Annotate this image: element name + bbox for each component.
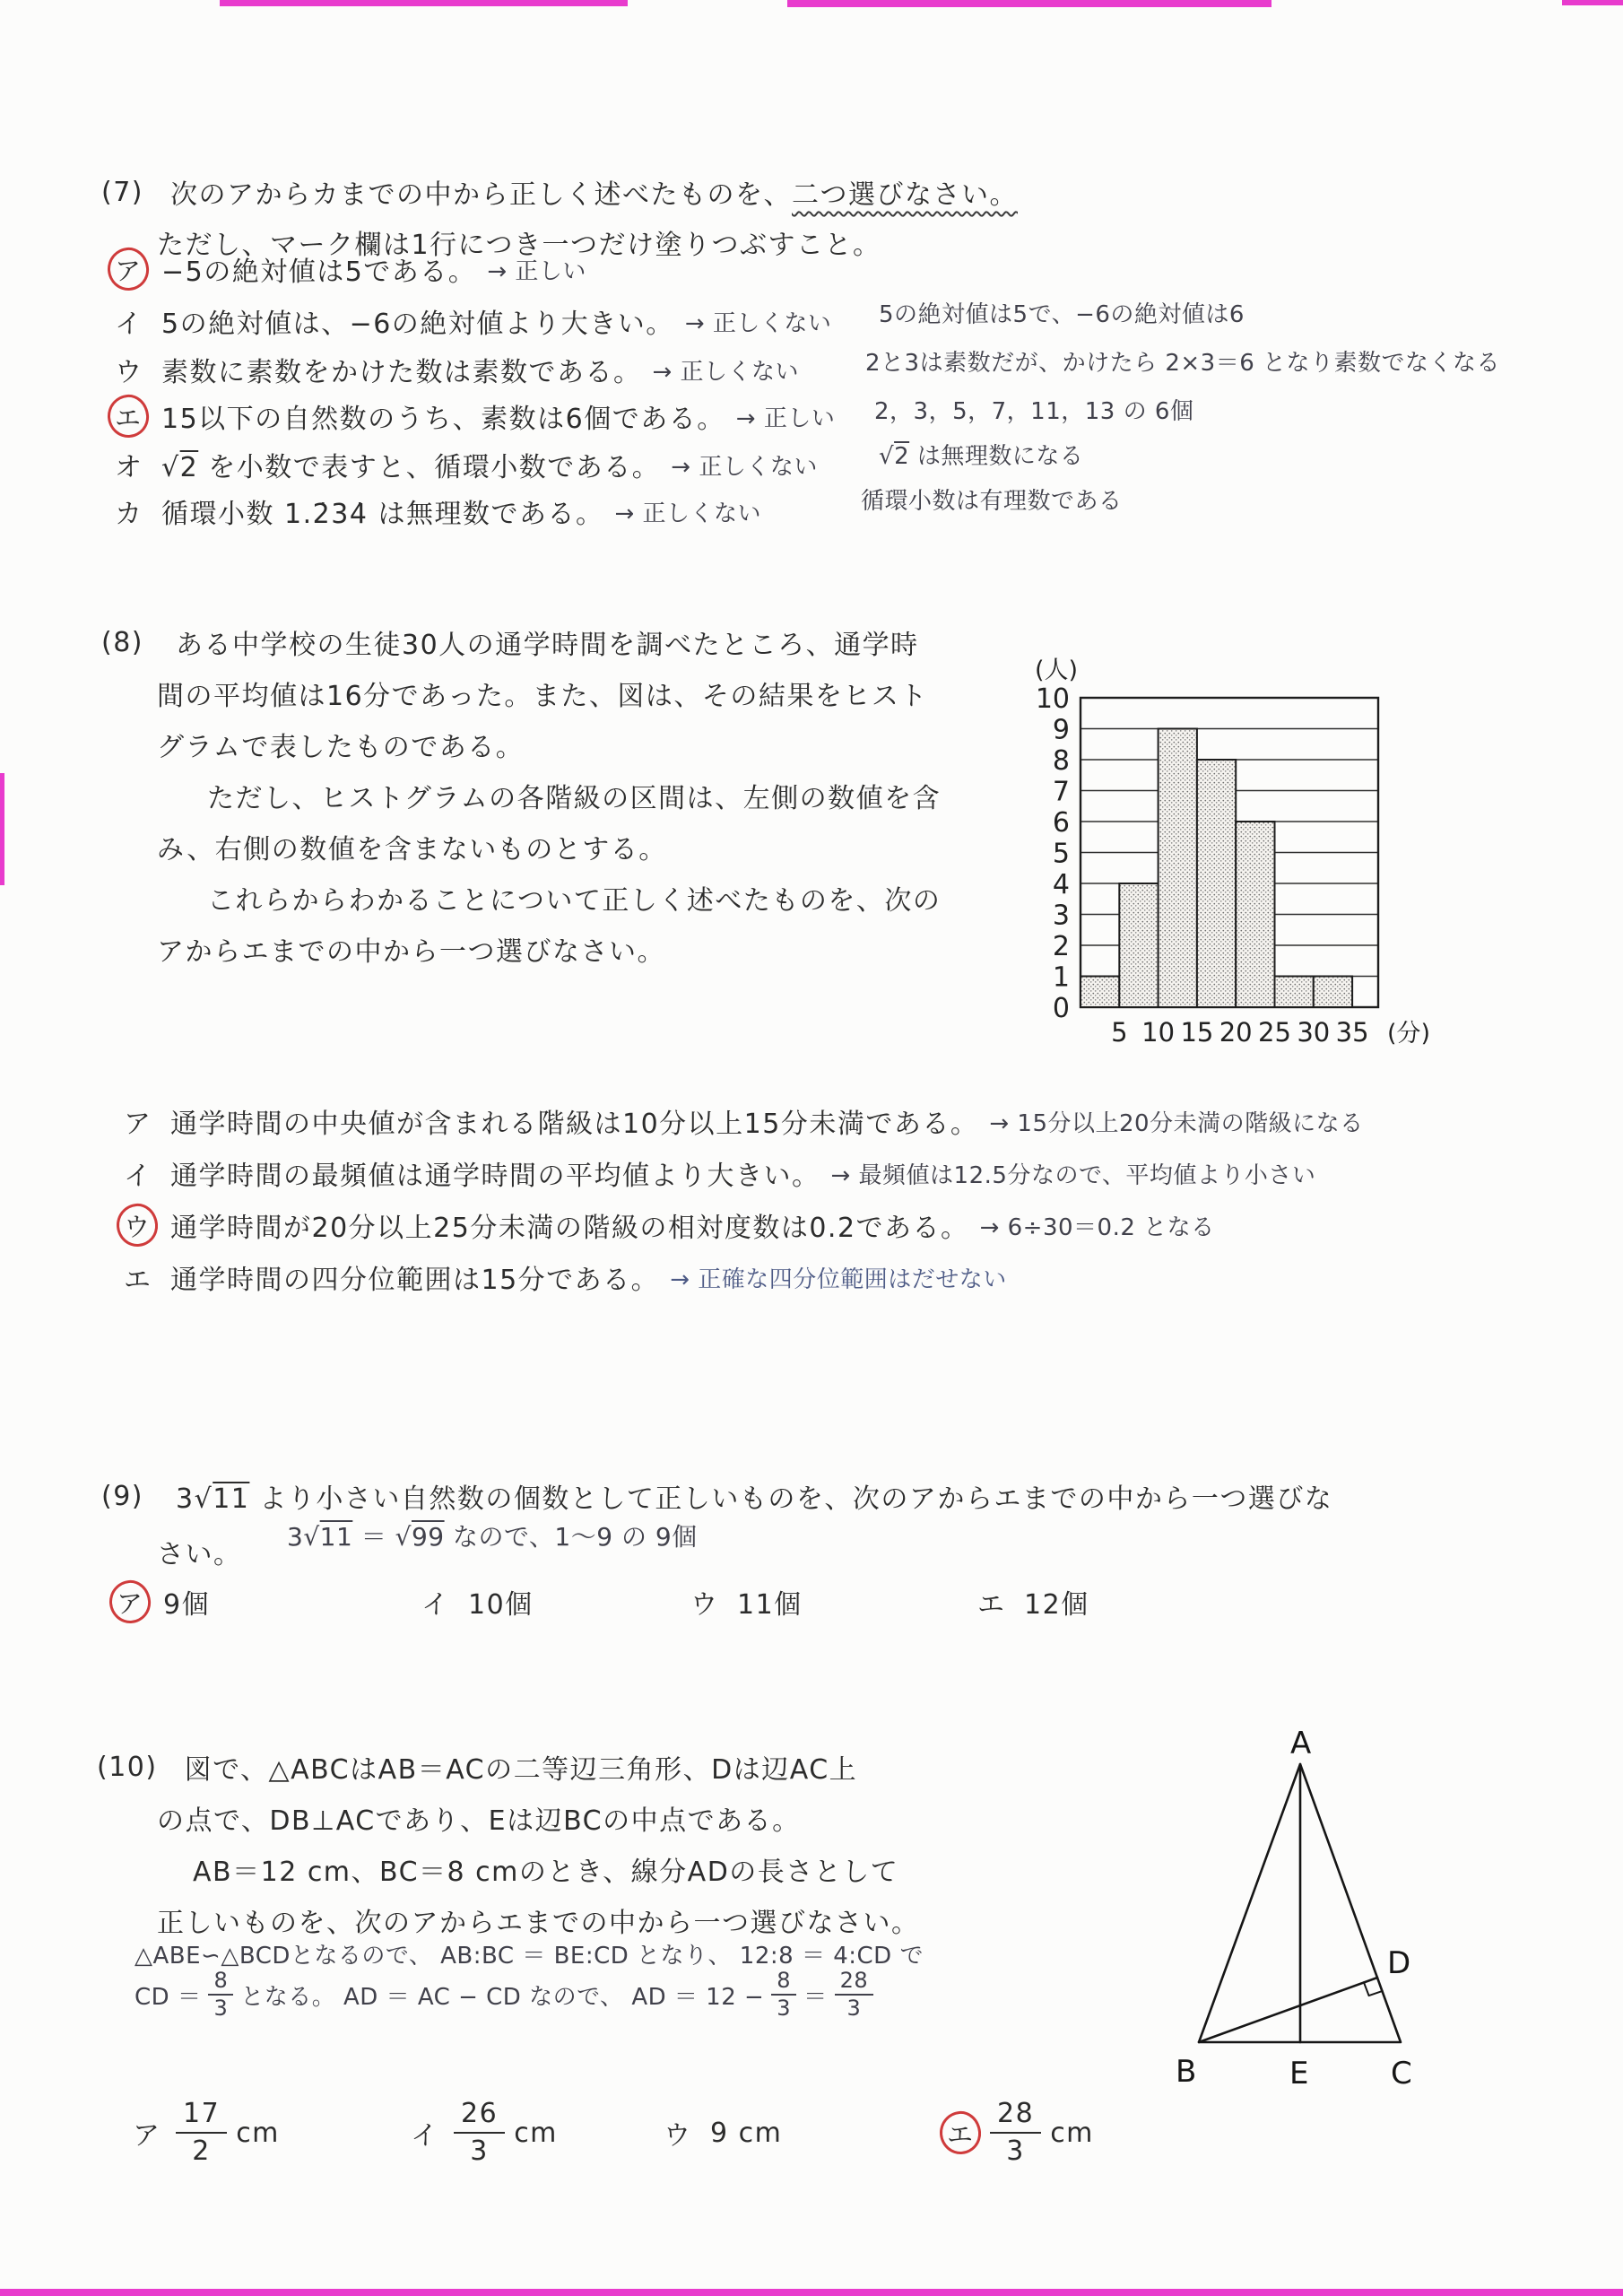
q10-choice-e — [940, 2094, 1094, 2171]
scan-artifact-bottom-edge — [0, 2289, 1623, 2296]
q7-option-i-letter: イ — [115, 309, 142, 340]
q9-choice-e-letter: エ — [977, 1589, 1004, 1621]
q10-figure-label-c: C — [1391, 2056, 1412, 2092]
q7-note-o: √2 は無理数になる — [879, 443, 1084, 470]
q10-choice-a-unit: cm — [236, 2117, 280, 2149]
q7-option-o-handwritten: → 正しくない — [671, 453, 818, 481]
q7-number: (7) — [101, 176, 143, 208]
q7-option-o — [108, 443, 818, 486]
q7-option-a-letter: ア — [115, 255, 142, 286]
svg-text:(分): (分) — [1387, 1020, 1431, 1048]
q9-choice-i — [414, 1580, 534, 1623]
q8-line-4: ただし、ヒストグラムの各階級の区間は、左側の数値を含 — [207, 783, 942, 814]
q10-choice-a — [126, 2094, 280, 2171]
q8-line-3: グラムで表したものである。 — [157, 732, 525, 763]
scan-artifact-top-corner — [1562, 0, 1623, 5]
svg-text:8: 8 — [1052, 745, 1070, 777]
q9-choice-u-letter: ウ — [690, 1589, 717, 1621]
q10-line-3: AB＝12 cm、BC＝8 cmのとき、線分ADの長さとして — [193, 1857, 899, 1888]
q7-option-u-letter: ウ — [115, 357, 142, 388]
q9-choice-a-text: 9個 — [163, 1589, 211, 1621]
q10-choice-i-letter: イ — [411, 2120, 438, 2152]
q7-option-a-answer-circle — [106, 246, 151, 292]
q10-choice-e-letter: エ — [947, 2118, 974, 2150]
q7-option-o-letter: オ — [115, 452, 142, 483]
q7-option-ka — [108, 490, 761, 533]
svg-text:10: 10 — [1141, 1017, 1176, 1048]
q10-choice-i-fraction: $\frac{26}{3}$ — [454, 2099, 505, 2168]
q8-option-e-text: 通学時間の四分位範囲は15分である。 — [170, 1265, 660, 1296]
q9-choice-u-text: 11個 — [737, 1589, 803, 1621]
q10-figure-label-d: D — [1387, 1945, 1411, 1981]
q10-choice-e-unit: cm — [1050, 2117, 1094, 2149]
q10-figure-label-a: A — [1290, 1726, 1312, 1761]
q9-line-1 — [101, 1476, 1332, 1516]
svg-text:30: 30 — [1297, 1017, 1331, 1048]
q7-note-ka: 循環小数は有理数である — [861, 488, 1123, 515]
q7-option-u — [108, 348, 799, 391]
q7-option-e-letter: エ — [115, 402, 142, 433]
q7-option-ka-text: 循環小数 1.2̇34̇ は無理数である。 — [161, 499, 604, 530]
q8-option-u-handwritten: → 6÷30＝0.2 となる — [979, 1213, 1215, 1241]
q7-prompt-line — [101, 172, 1018, 212]
q8-line-7: アからエまでの中から一つ選びなさい。 — [157, 936, 665, 968]
q8-line-1 — [101, 622, 919, 662]
q8-option-i — [117, 1152, 1315, 1195]
q8-line-6: これらからわかることについて正しく述べたものを、次の — [207, 885, 942, 917]
q10-triangle-figure — [1152, 1726, 1529, 2112]
q8-line-5: み、右側の数値を含まないものとする。 — [157, 834, 667, 865]
q10-line-1-text: 図で、△ABCはAB＝ACの二等辺三角形、Dは辺AC上 — [184, 1754, 858, 1786]
commute-time-histogram — [1029, 651, 1549, 1064]
q10-hw-fraction-2: $\frac{8}{3}$ — [771, 1970, 796, 2020]
q7-option-ka-letter: カ — [115, 499, 142, 530]
svg-text:10: 10 — [1035, 683, 1070, 715]
svg-text:(人): (人) — [1035, 657, 1079, 684]
svg-text:6: 6 — [1052, 807, 1070, 839]
q7-option-i — [108, 300, 831, 343]
svg-text:2: 2 — [1052, 931, 1070, 962]
q9-choice-i-letter: イ — [421, 1589, 448, 1621]
q9-line-1-text: 3√11 より小さい自然数の個数として正しいものを、次のアからエまでの中から一つ選びな — [176, 1483, 1333, 1515]
q8-option-u — [117, 1204, 1215, 1247]
q9-choice-i-text: 10個 — [468, 1589, 534, 1621]
q10-choice-u — [656, 2094, 782, 2171]
q8-option-a-handwritten: → 15分以上20分未満の階級になる — [989, 1109, 1364, 1137]
q7-option-e-handwritten: → 正しい — [735, 404, 836, 432]
q8-option-i-letter: イ — [124, 1161, 151, 1192]
q7-option-e-text: 15以下の自然数のうち、素数は6個である。 — [161, 404, 725, 435]
q10-handwritten-line-1: △ABE∽△BCDとなるので、 AB:BC ＝ BE:CD となり、 12:8 ＝ 4:CD で — [135, 1943, 924, 1970]
q8-option-a-text: 通学時間の中央値が含まれる階級は10分以上15分未満である。 — [170, 1109, 979, 1140]
q8-option-u-text: 通学時間が20分以上25分未満の階級の相対度数は0.2である。 — [170, 1213, 969, 1244]
q10-choice-a-fraction: $\frac{17}{2}$ — [176, 2099, 227, 2168]
svg-text:9: 9 — [1052, 714, 1070, 746]
q10-line-1 — [97, 1747, 857, 1787]
q8-option-e-handwritten: → 正確な四分位範囲はだせない — [670, 1265, 1007, 1293]
q7-option-a-text: −5の絶対値は5である。 — [161, 257, 477, 288]
q9-choice-e — [970, 1580, 1089, 1623]
q8-option-i-handwritten: → 最頻値は12.5分なので、平均値より小さい — [830, 1161, 1316, 1189]
q8-option-a — [117, 1100, 1364, 1143]
q7-sub-note: ただし、マーク欄は1行につき一つだけ塗りつぶすこと。 — [157, 230, 881, 261]
q7-note-u: 2と3は素数だが、かけたら 2×3＝6 となり素数でなくなる — [865, 350, 1501, 377]
q7-option-u-handwritten: → 正しくない — [652, 358, 800, 386]
q7-option-a — [108, 248, 586, 291]
q7-option-i-text: 5の絶対値は、−6の絶対値より大きい。 — [161, 309, 674, 340]
q10-choice-u-text: 9 cm — [710, 2117, 783, 2149]
q7-prompt-text: 次のアからカまでの中から正しく述べたものを、 — [170, 179, 792, 211]
q10-choice-e-fraction: $\frac{28}{3}$ — [990, 2099, 1041, 2168]
q10-figure-label-b: B — [1176, 2054, 1197, 2090]
q9-choice-a — [109, 1580, 210, 1623]
scan-artifact-left-edge — [0, 773, 4, 885]
q10-choice-i-unit: cm — [514, 2117, 558, 2149]
svg-text:0: 0 — [1052, 993, 1070, 1024]
q7-option-e-answer-circle — [106, 393, 151, 439]
q8-number: (8) — [101, 626, 143, 658]
q9-choice-a-letter: ア — [117, 1587, 143, 1619]
q10-choice-u-letter: ウ — [664, 2120, 690, 2152]
q7-option-e — [108, 395, 835, 438]
q9-line-2: さい。 — [157, 1539, 242, 1570]
q8-option-a-letter: ア — [124, 1109, 151, 1140]
svg-text:5: 5 — [1111, 1017, 1128, 1048]
svg-text:3: 3 — [1052, 900, 1070, 932]
q7-option-u-text: 素数に素数をかけた数は素数である。 — [161, 357, 642, 388]
q10-number: (10) — [97, 1751, 158, 1783]
q9-handwritten-work: 3√11 ＝ √99 なので、1〜9 の 9個 — [287, 1522, 698, 1552]
q7-prompt-underlined: 二つ選びなさい。 — [792, 179, 1018, 211]
q8-option-u-answer-circle — [115, 1202, 160, 1248]
q10-choice-a-letter: ア — [133, 2120, 160, 2152]
svg-text:25: 25 — [1258, 1017, 1291, 1048]
q10-figure-label-e: E — [1289, 2056, 1309, 2092]
scan-artifact-top-right — [787, 0, 1271, 7]
q8-line-2: 間の平均値は16分であった。また、図は、その結果をヒスト — [157, 681, 928, 712]
q8-option-u-letter: ウ — [124, 1211, 151, 1242]
q7-option-a-handwritten: → 正しい — [487, 257, 586, 285]
q10-handwritten-line-2: CD ＝ $\frac{8}{3}$ となる。 AD ＝ AC − CD なので、 AD ＝ 12 − $\frac{8}{3}$ ＝ $\frac{28}{3}$ — [135, 1970, 881, 2020]
q7-note-i: 5の絶対値は5で、−6の絶対値は6 — [879, 301, 1245, 328]
q8-line-1-text: ある中学校の生徒30人の通学時間を調べたところ、通学時 — [176, 630, 919, 661]
svg-text:15: 15 — [1180, 1017, 1214, 1048]
q8-option-i-text: 通学時間の最頻値は通学時間の平均値より大きい。 — [170, 1161, 820, 1192]
svg-text:7: 7 — [1052, 776, 1070, 808]
q7-option-o-text: √2 を小数で表すと、循環小数である。 — [161, 452, 661, 483]
q9-choice-e-text: 12個 — [1024, 1589, 1089, 1621]
q10-line-4: 正しいものを、次のアからエまでの中から一つ選びなさい。 — [157, 1908, 920, 1939]
svg-text:35: 35 — [1335, 1017, 1369, 1048]
q9-number: (9) — [101, 1480, 143, 1512]
svg-text:1: 1 — [1052, 961, 1070, 994]
q10-hw-fraction-1: $\frac{8}{3}$ — [208, 1970, 233, 2020]
q7-option-i-handwritten: → 正しくない — [684, 309, 832, 337]
q10-choice-e-answer-circle — [938, 2109, 983, 2156]
q10-choice-i — [404, 2094, 558, 2171]
q10-hw-fraction-3: $\frac{28}{3}$ — [835, 1970, 874, 2020]
q7-option-ka-handwritten: → 正しくない — [614, 500, 762, 527]
svg-text:5: 5 — [1052, 838, 1070, 870]
svg-text:4: 4 — [1052, 869, 1070, 900]
q9-choice-u — [683, 1580, 803, 1623]
q9-choice-a-answer-circle — [108, 1578, 152, 1625]
segment-bd — [1199, 1978, 1377, 2042]
q10-line-2: の点で、DB⊥ACであり、Eは辺BCの中点である。 — [157, 1805, 801, 1837]
q8-option-e — [117, 1256, 1007, 1299]
svg-text:20: 20 — [1219, 1017, 1253, 1048]
q8-option-e-letter: エ — [124, 1265, 151, 1296]
scan-artifact-top-left — [220, 0, 628, 6]
q7-note-e: 2，3，5，7，11，13 の 6個 — [874, 398, 1194, 425]
